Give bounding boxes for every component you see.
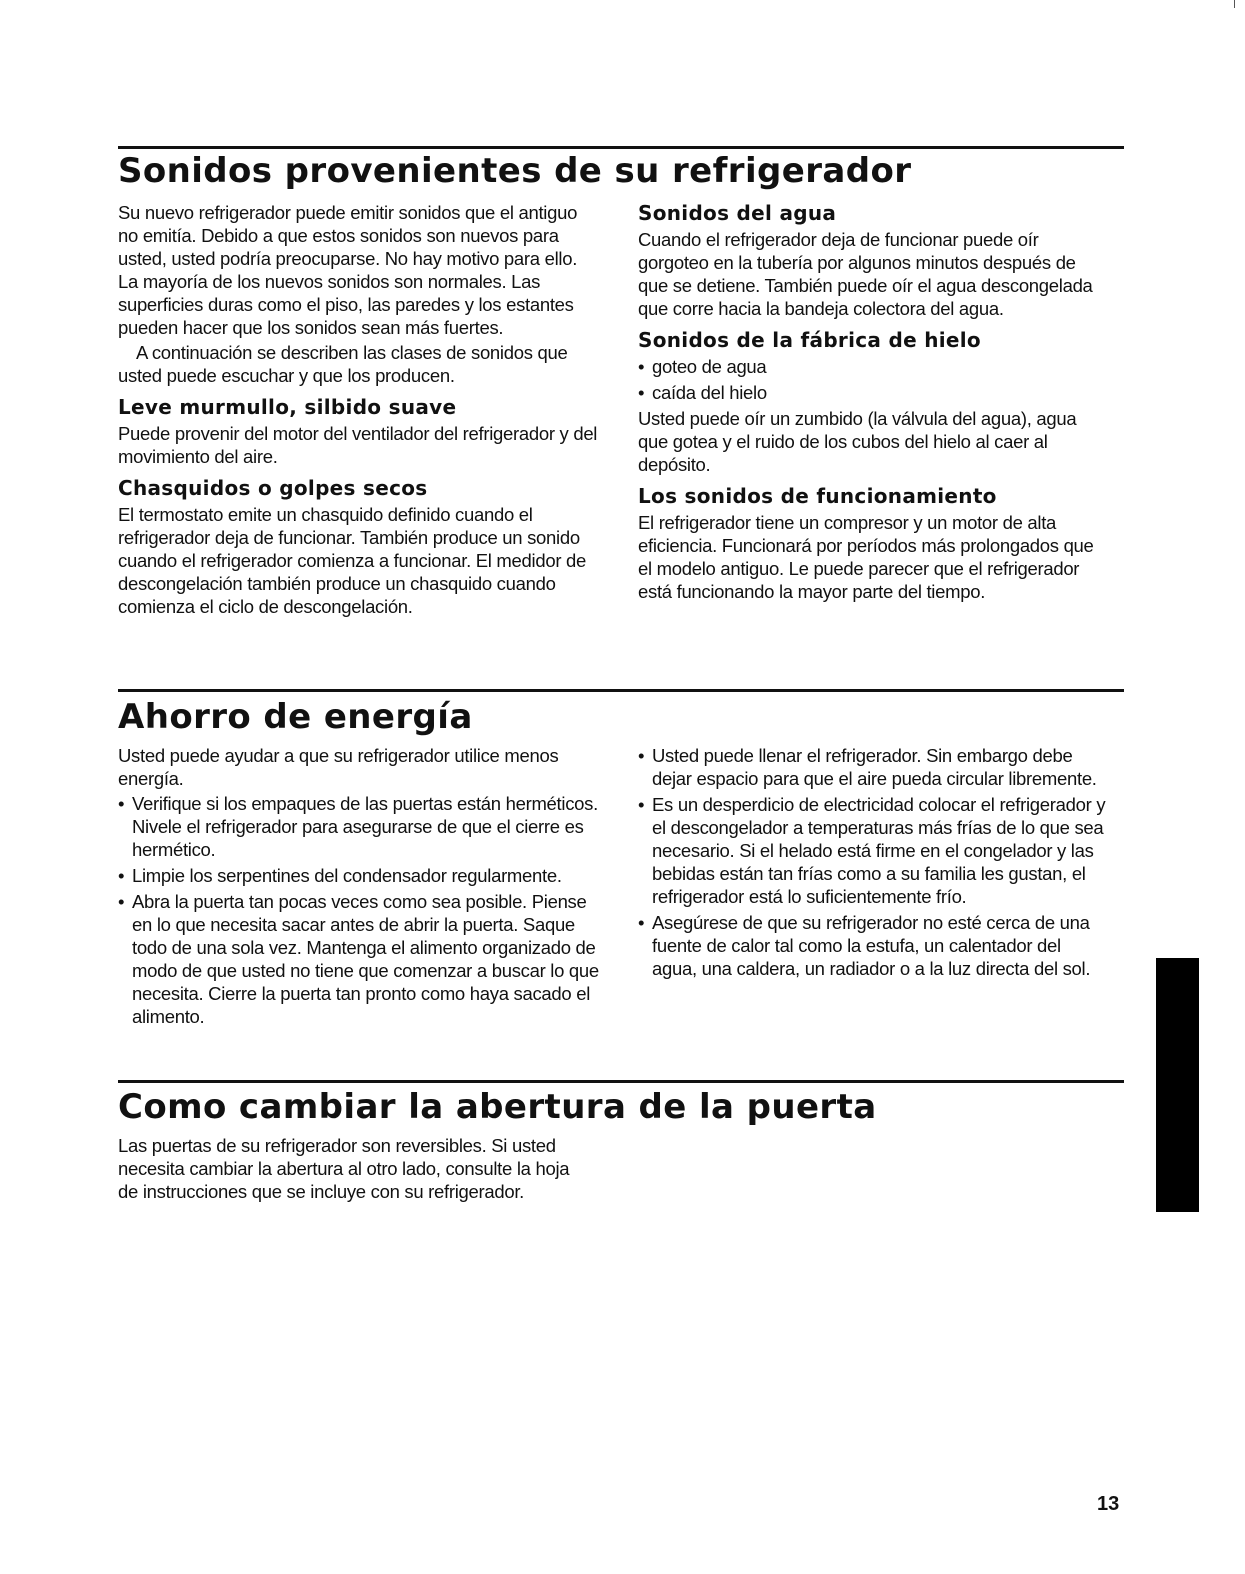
list-item: • Abra la puerta tan pocas veces como sea posible. Piense en lo que necesita sacar antes de abrir la puerta. Saque todo de una sola vez. Mantenga el alimento organizado de modo de que usted no tiene que comenzar a buscar lo que necesita. Cierre la puerta tan pronto como haya sacado el alimento.	[118, 890, 600, 1028]
list-item: • Limpie los serpentines del condensador regularmente.	[118, 864, 600, 887]
subheading-hielo: Sonidos de la fábrica de hielo	[638, 328, 981, 352]
chasquidos-text: El termostato emite un chasquido definido cuando el refrigerador deja de funcionar. También produce un sonido cuando el refrigerador comienza a funcionar. El medidor de descongelación también produce un chasquido cuando comienza el ciclo de descongelación.	[118, 504, 586, 617]
section-rule-abertura	[118, 1080, 1124, 1083]
sonidos-right-column	[638, 201, 1108, 603]
side-thumb-tab	[1156, 958, 1199, 1212]
list-item: • Es un desperdicio de electricidad colocar el refrigerador y el descongelador a temperaturas más frías de lo que sea necesario. Si el helado está firme en el congelador y las bebidas están tan frías como a su familia les gustan, el refrigerador está lo suficientemente frío.	[638, 793, 1108, 908]
agua-text: Cuando el refrigerador deja de funcionar puede oír gorgoteo en la tubería por algunos minutos después de que se detiene. También puede oír el agua descongelada que corre hacia la bandeja colectora del agua.	[638, 229, 1093, 319]
sonidos-intro: Su nuevo refrigerador puede emitir sonidos que el antiguo no emitía. Debido a que estos sonidos son nuevos para usted, usted podría preocuparse. No hay motivo para ello. La mayoría de los nuevos sonidos son normales. Las superficies duras como el piso, las paredes y los estantes pueden hacer que los sonidos sean más fuertes.	[118, 202, 578, 338]
hielo-bullet-list	[638, 355, 1108, 404]
heading-sonidos: Sonidos provenientes de su refrigerador	[118, 151, 912, 191]
heading-abertura: Como cambiar la abertura de la puerta	[118, 1087, 877, 1127]
page-number: 13	[1097, 1493, 1120, 1515]
hielo-text: Usted puede oír un zumbido (la válvula del agua), agua que gotea y el ruido de los cubos del hielo al caer al depósito.	[638, 408, 1077, 475]
list-item: • Usted puede llenar el refrigerador. Sin embargo debe dejar espacio para que el aire pueda circular libremente.	[638, 744, 1108, 790]
subheading-agua: Sonidos del agua	[638, 201, 837, 225]
ahorro-intro: Usted puede ayudar a que su refrigerador utilice menos energía.	[118, 745, 559, 789]
list-item: • caída del hielo	[638, 381, 1108, 404]
list-item: • goteo de agua	[638, 355, 1108, 378]
section-rule-sonidos	[118, 146, 1124, 149]
sonidos-intro-2: A continuación se describen las clases de sonidos que usted puede escuchar y que los producen.	[118, 342, 568, 386]
murmullo-text: Puede provenir del motor del ventilador del refrigerador y del movimiento del aire.	[118, 423, 598, 467]
list-item: • Verifique si los empaques de las puertas están herméticos. Nivele el refrigerador para asegurarse de que el cierre es hermético.	[118, 792, 600, 861]
abertura-column	[118, 1134, 588, 1203]
ahorro-left-column	[118, 744, 600, 1031]
abertura-text: Las puertas de su refrigerador son reversibles. Si usted necesita cambiar la abertura al otro lado, consulte la hoja de instrucciones que se incluye con su refrigerador.	[118, 1135, 570, 1202]
subheading-murmullo: Leve murmullo, silbido suave	[118, 395, 457, 419]
heading-ahorro: Ahorro de energía	[118, 697, 473, 737]
list-item: • Asegúrese de que su refrigerador no esté cerca de una fuente de calor tal como la estufa, un calentador del agua, una caldera, un radiador o a la luz directa del sol.	[638, 911, 1108, 980]
ahorro-right-column	[638, 744, 1108, 983]
ahorro-right-bullets	[638, 744, 1108, 980]
sonidos-left-column	[118, 201, 600, 618]
subheading-chasquidos: Chasquidos o golpes secos	[118, 476, 428, 500]
subheading-funcionamiento: Los sonidos de funcionamiento	[638, 484, 997, 508]
ahorro-left-bullets	[118, 792, 600, 1028]
funcionamiento-text: El refrigerador tiene un compresor y un motor de alta eficiencia. Funcionará por períodos más prolongados que el modelo antiguo. Le puede parecer que el refrigerador está funcionando la mayor parte del tiempo.	[638, 512, 1094, 602]
edge-tick-mark	[1234, 0, 1235, 8]
section-rule-ahorro	[118, 689, 1124, 692]
